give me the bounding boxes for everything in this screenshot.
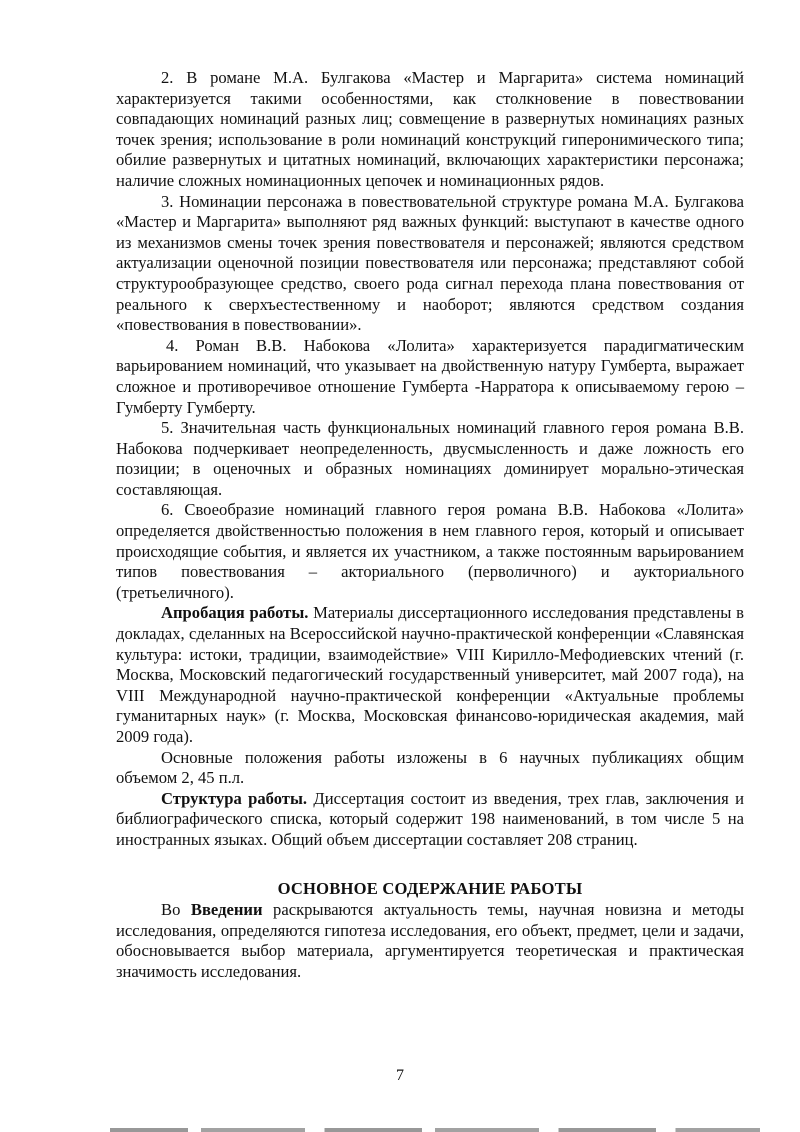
structure-lead: Структура работы. [161, 788, 308, 808]
structure-text: Диссертация состоит из введения, трех глав, заключения и библиографического списка, который содержит 198 наименований, в том числе 5 на иностранных языках. Общий объем диссертации составляет 208 страниц. [116, 788, 744, 849]
document-page [116, 68, 744, 983]
conclusion-item-2: 2. В романе М.А. Булгакова «Мастер и Маргарита» система номинаций характеризуется такими особенностями, как столкновение в повествовании совпадающих номинаций разных лиц; совмещение в развернутых номинациях разных точек зрения; использование в роли номинаций конструкций гиперонимического типа; обилие развернутых и цитатных номинаций, включающих характеристики персонажа; наличие сложных номинационных цепочек и номинационных рядов. [116, 68, 744, 190]
publications-paragraph: Основные положения работы изложены в 6 научных публикациях общим объемом 2, 45 п.л. [116, 747, 744, 788]
scan-bottom-edge [110, 1128, 760, 1132]
conclusion-item-6: 6. Своеобразие номинаций главного героя романа В.В. Набокова «Лолита» определяется двойственностью положения в нем главного героя, который и описывает происходящие события, и является их участником, а также постоянным варьированием типов повествования – акториального (перволичного) и аукториального (третьеличного). [116, 500, 744, 602]
section-heading: ОСНОВНОЕ СОДЕРЖАНИЕ РАБОТЫ [277, 878, 583, 898]
page-number: 7 [396, 1067, 404, 1084]
approbation-paragraph [116, 603, 744, 747]
introduction-paragraph [116, 900, 744, 982]
conclusion-item-4: 4. Роман В.В. Набокова «Лолита» характеризуется парадигматическим варьированием номинаций, что указывает на двойственную натуру Гумберта, выражает сложное и противоречивое отношение Гумберта -Нарратора к описываемому герою – Гумберту Гумберту. [116, 335, 744, 417]
approbation-lead: Апробация работы. [161, 603, 309, 623]
intro-text: раскрываются актуальность темы, научная новизна и методы исследования, определяются гипотеза исследования, его объект, предмет, цели и задачи, обосновывается выбор материала, аргументируется теоретическая и практическая значимость исследования. [116, 900, 744, 981]
conclusion-item-3: 3. Номинации персонажа в повествовательной структуре романа М.А. Булгакова «Мастер и Маргарита» выполняют ряд важных функций: выступают в качестве одного из механизмов смены точек зрения повествователя и персонажей; являются средством актуализации оценочной позиции повествователя или персонажа; представляют собой структурообразующее средство, своего рода сигнал перехода плана повествования от реального к сверхъестественному и наоборот; являются средством создания «повествования в повествовании». [116, 191, 744, 335]
intro-prefix: Во [161, 900, 191, 920]
approbation-text: Материалы диссертационного исследования представлены в докладах, сделанных на Всероссийской научно-практической конференции «Славянская культура: истоки, традиции, взаимодействие» VIII Кирилло-Мефодиевских чтений (г. Москва, Московский педагогический государственный университет, май 2007 года), на VIII Международной научно-практической конференции «Актуальные проблемы гуманитарных наук» (г. Москва, Московская финансово-юридическая академия, май 2009 года). [116, 603, 744, 746]
structure-paragraph [116, 789, 744, 851]
conclusion-item-5: 5. Значительная часть функциональных номинаций главного героя романа В.В. Набокова подчеркивает неопределенность, двусмысленность и даже ложность его позиции; в оценочных и образных номинациях доминирует морально-этическая составляющая. [116, 418, 744, 499]
intro-lead: Введении [190, 900, 263, 920]
